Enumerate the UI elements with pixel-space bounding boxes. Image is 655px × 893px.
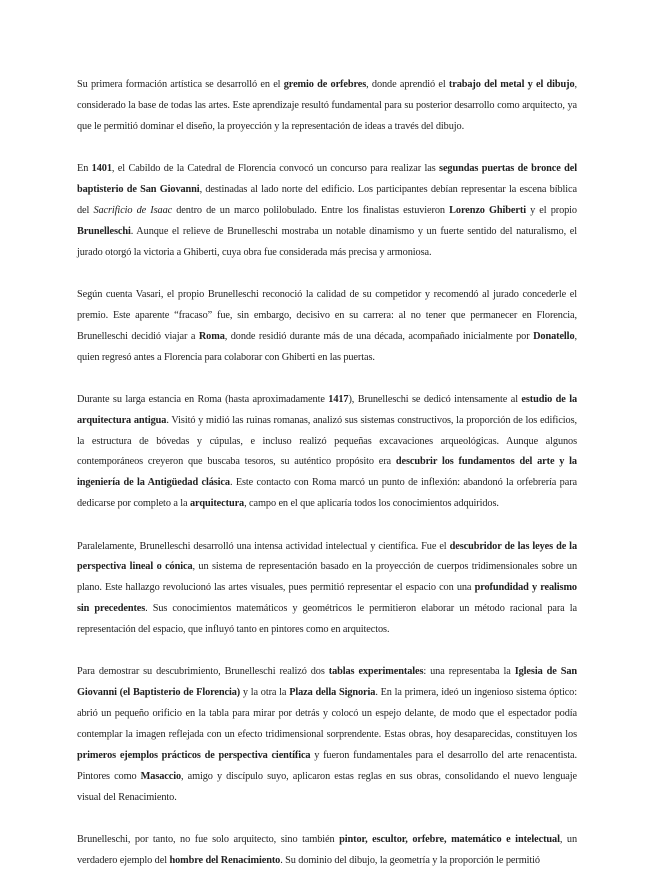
bold-text: Masaccio [140,770,182,782]
paragraph [77,75,577,138]
body-text: , campo en el que aplicaría todos los conocimientos adquiridos. [244,498,499,510]
paragraph [77,830,577,872]
bold-text: tablas experimentales [328,666,424,678]
body-text: : una representaba la [423,666,515,678]
paragraph [77,662,577,808]
bold-text: hombre del Renacimiento [169,854,281,866]
bold-text: estudio de la arquitectura antigua [77,393,578,426]
body-text: . Sus conocimientos matemáticos y geométricos le permitieron elaborar un método racional para la representación del espacio, que influyó tanto en pintores como en arquitectos. [77,603,577,636]
body-text: , un verdadero ejemplo del [77,833,577,866]
body-text: ), Brunelleschi se dedicó intensamente al [348,393,522,405]
body-text: , un sistema de representación basado en la proyección de cuerpos tridimensionales sobre un plano. Este hallazgo revolucionó las artes visuales, pues permitió representar el espacio con una [77,561,577,594]
body-text: , donde residió durante más de una década, acompañado inicialmente por [224,330,534,342]
body-text: Su primera formación artística se desarrolló en el [77,79,284,90]
body-text: Paralelamente, Brunelleschi desarrolló una intensa actividad intelectual y científica. Fue el [77,540,450,552]
body-text: , considerado la base de todas las artes. Este aprendizaje resultó fundamental para su posterior desarrollo como arquitecto, ya que le permitió dominar el diseño, la proyección y la representación de ideas a través del dibujo. [77,79,577,132]
bold-text: arquitectura [190,498,245,510]
body-text: Para demostrar su descubrimiento, Brunelleschi realizó dos [77,666,329,678]
body-text: En [77,163,92,175]
document-body [77,75,577,893]
paragraph [77,390,577,515]
body-text: , el Cabildo de la Catedral de Florencia convocó un concurso para realizar las [111,163,440,175]
body-text: y la otra la [240,687,290,699]
body-text: y fueron fundamentales para el desarrollo del arte renacentista. Pintores como [77,749,577,782]
bold-text: trabajo del metal y el dibujo [448,79,575,90]
bold-text: Lorenzo Ghiberti [449,204,526,216]
bold-text: Roma [198,330,225,342]
bold-text: Donatello [533,330,575,342]
bold-text: profundidad y realismo sin precedentes [77,582,577,615]
bold-text: pintor, escultor, orfebre, matemático e intelectual [339,833,560,845]
paragraph [77,159,577,264]
body-text: . Su dominio del dibujo, la geometría y la proporción le permitió [280,854,540,866]
body-text: . Visitó y midió las ruinas romanas, analizó sus sistemas constructivos, la proporción de los edificios, la estructura de bóvedas y cúpulas, e incluso realizó pequeñas excavaciones arqueológicas. Aunque algunos contemporáneos creyeron que buscaba tesoros, su auténtico propósito era [77,414,577,468]
body-text: . Este contacto con Roma marcó un punto de inflexión: abandonó la orfebrería para dedicarse por completo a la [77,477,577,510]
body-text: Brunelleschi, por tanto, no fue solo arquitecto, sino también [77,833,340,845]
body-text: . En la primera, ideó un ingenioso sistema óptico: abrió un pequeño orificio en la tabla para mirar por detrás y colocó un espejo delante, de modo que el espectador podía contemplar la imagen reflejada con un efecto tridimensional sorprendente. Estas obras, hoy desaparecidas, constituyen los [77,687,577,741]
body-text: . Aunque el relieve de Brunelleschi mostraba un notable dinamismo y un fuerte sentido del naturalismo, el jurado otorgó la victoria a Ghiberti, cuya obra fue considerada más precisa y armoniosa. [77,225,577,258]
body-text: y el propio [525,204,577,216]
bold-text: Brunelleschi [77,225,131,237]
body-text: , destinadas al lado norte del edificio. Los participantes debían representar la escena bíblica del [77,183,577,216]
paragraph [77,285,577,369]
bold-text: Plaza della Signoria [289,687,376,699]
bold-text: 1417 [328,393,349,405]
paragraph [77,537,577,642]
bold-text: 1401 [91,163,112,175]
body-text: , quien regresó antes a Florencia para colaborar con Ghiberti en las puertas. [77,330,577,363]
body-text: Según cuenta Vasari, el propio Brunelleschi reconoció la calidad de su competidor y recomendó al jurado concederle el premio. Este aparente “fracaso” fue, sin embargo, decisivo en su carrera: al no tener que permanecer en Florencia, Brunelleschi decidió viajar a [77,288,577,342]
bold-text: primeros ejemplos prácticos de perspectiva científica [77,749,311,761]
body-text: , amigo y discípulo suyo, aplicaron estas reglas en sus obras, consolidando el nuevo lenguaje visual del Renacimiento. [77,770,577,803]
bold-text: descubridor de las leyes de la perspectiva lineal o cónica [77,540,577,573]
bold-text: descubrir los fundamentos del arte y la ingeniería de la Antigüedad clásica [77,456,577,489]
body-text: , donde aprendió el [366,79,449,90]
body-text: Durante su larga estancia en Roma (hasta aproximadamente [77,393,329,405]
bold-text: segundas puertas de bronce del baptisterio de San Giovanni [77,163,577,195]
body-text: dentro de un marco polilobulado. Entre los finalistas estuvieron [172,204,450,216]
bold-text: Iglesia de San Giovanni (el Baptisterio de Florencia) [77,666,577,699]
italic-text: Sacrificio de Isaac [93,204,173,216]
bold-text: gremio de orfebres [283,79,367,90]
